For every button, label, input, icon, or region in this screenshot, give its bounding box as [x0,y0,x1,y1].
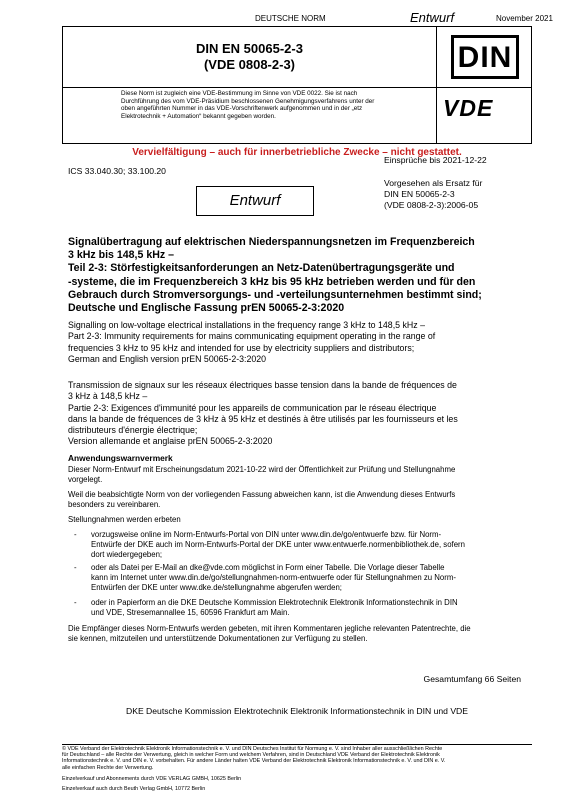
publication-date: November 2021 [496,14,553,23]
replacement-note: Vorgesehen als Ersatz für DIN EN 50065-2-3 (VDE 0808-2-3):2006-05 [384,178,483,210]
vde-notice: Diese Norm ist zugleich eine VDE-Bestimmung im Sinne von VDE 0022. Sie ist nach Durchführung des vom VDE-Präsidium beschlossenen Genehmigungsverfahrens unter der oben angeführten Nummer in das VDE-Vorschriftenwerk aufgenommen und in der „etz Elektrotechnik + Automation“ bekannt gegeben worden. [121,90,375,120]
title-german: Signalübertragung auf elektrischen Niederspannungsnetzen im Frequenzbereich 3 kHz bis 148,5 kHz – Teil 2-3: Störfestigkeitsanforderungen an Netz-Datenübertragungsgeräte und -systeme, die im Frequenzbereich 3 kHz bis 95 kHz betrieben werden und für den Gebrauch durch Stromversorgungs- und -verteilungsunternehmen bestimmt sind; Deutsche und Englische Fassung prEN 50065-2-3:2020 [68,236,482,315]
standard-number-din: DIN EN 50065-2-3 [196,41,303,56]
bullet-dash: - [74,563,77,572]
ics-codes: ICS 33.040.30; 33.100.20 [68,166,166,176]
title-french: Transmission de signaux sur les réseaux électriques basse tension dans la bande de fréquences de 3 kHz à 148,5 kHz – Partie 2-3: Exigences d'immunité pour les appareils de communication par le réseau électrique dans la bande de fréquences de 3 kHz à 95 kHz et destinés à être utilisés par les fournisseurs et les distributeurs d'énergie électrique; Version allemande et anglaise prEN 50065-2-3:2020 [68,380,458,447]
reproduction-notice: Vervielfältigung – auch für innerbetriebliche Zwecke – nicht gestattet. [132,147,462,158]
distribution-note-2: Einzelverkauf auch durch Beuth Verlag GmbH, 10772 Berlin [62,786,206,792]
din-logo: DIN [451,35,519,79]
bullet-dash: - [74,598,77,607]
series-label: DEUTSCHE NORM [255,14,326,23]
standard-number-vde: (VDE 0808-2-3) [203,57,296,72]
warning-paragraph-4: Die Empfänger dieses Norm-Entwurfs werden gebeten, mit ihren Kommentaren jegliche relevanten Patentrechte, die sie kennen, mitzuteilen und unterstützende Dokumentationen zur Verfügung zu stellen. [68,624,471,643]
standard-header-frame [62,26,532,144]
warning-heading: Anwendungswarnvermerk [68,453,173,463]
objections-deadline: Einsprüche bis 2021-12-22 [384,155,487,165]
warning-paragraph-1: Dieser Norm-Entwurf mit Erscheinungsdatum 2021-10-22 wird der Öffentlichkeit zur Prüfung und Stellungnahme vorgelegt. [68,465,456,484]
footer-divider [62,744,532,745]
distribution-note-1: Einzelverkauf und Abonnements durch VDE VERLAG GMBH, 10625 Berlin [62,776,242,782]
standard-number [63,41,436,73]
total-pages: Gesamtumfang 66 Seiten [423,674,521,684]
title-english: Signalling on low-voltage electrical installations in the frequency range 3 kHz to 148,5 kHz – Part 2-3: Immunity requirements for mains communicating equipment operating in the range of frequencies 3 kHz to 95 kHz and intended for use by electricity suppliers and distributors; German and English version prEN 50065-2-3:2020 [68,320,436,364]
bullet-dash: - [74,530,77,539]
vde-logo: VDE [443,95,494,121]
copyright-notice: © VDE Verband der Elektrotechnik Elektronik Informationstechnik e. V. und DIN Deutsches Institut für Normung e. V. sind Inhaber aller ausschließlichen Rechte für Deutschland – alle Rechte der Verwertung, gleich in welcher Form und welchem Verfahren, sind in Deutschland VDE Verband der Elektrotechnik Elektronik Informationstechnik e. V. und DIN e. V. vorbehalten. Für andere Länder halten VDE Verband der Elektrotechnik Elektronik Informationstechnik e. V. und DIN e. V. alle einfachen Rechte der Verwertung. [62,746,446,771]
draft-box: Entwurf [196,186,314,216]
warning-paragraph-2: Weil die beabsichtigte Norm von der vorliegenden Fassung abweichen kann, ist die Anwendung dieses Entwurfs besonders zu vereinbaren. [68,490,456,509]
warning-paragraph-3: Stellungnahmen werden erbeten [68,515,181,524]
dke-line: DKE Deutsche Kommission Elektrotechnik Elektronik Informationstechnik in DIN und VDE [126,706,468,716]
draft-label: Entwurf [410,10,455,25]
